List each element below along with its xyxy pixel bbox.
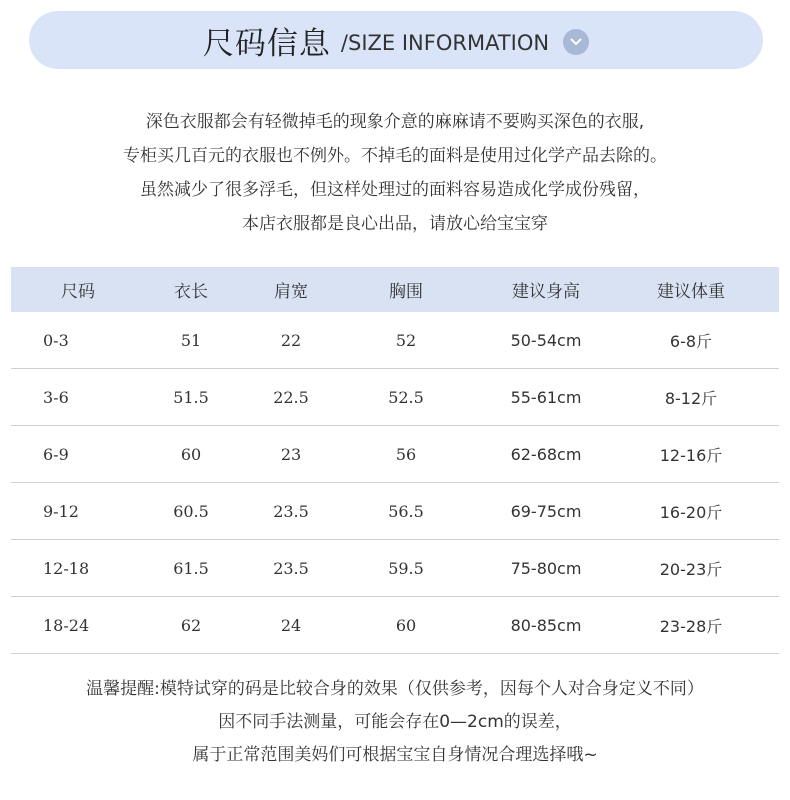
cell-chest: 59.5 xyxy=(388,558,424,578)
table-row xyxy=(11,540,779,597)
table-row xyxy=(11,483,779,540)
cell-height: 50-54cm xyxy=(510,330,582,350)
intro-line: 本店衣服都是良心出品，请放心给宝宝穿 xyxy=(242,214,548,234)
cell-length: 51.5 xyxy=(173,387,209,407)
cell-size: 12-18 xyxy=(43,558,90,578)
size-table xyxy=(11,267,779,654)
cell-shoulder: 22.5 xyxy=(273,387,309,407)
cell-weight: 8-12斤 xyxy=(664,388,718,408)
cell-height: 55-61cm xyxy=(510,387,582,407)
cell-length: 51 xyxy=(180,330,202,350)
footer-line: 因不同手法测量，可能会存在0—2cm的误差， xyxy=(218,712,572,732)
cell-size: 6-9 xyxy=(43,444,69,464)
footer-line: 温馨提醒:模特试穿的码是比较合身的效果（仅供参考，因每个人对合身定义不同） xyxy=(86,679,704,699)
title-banner xyxy=(29,11,763,69)
chevron-down-icon xyxy=(563,29,589,55)
footer-note xyxy=(0,673,790,772)
header-length: 衣长 xyxy=(174,282,208,302)
header-shoulder: 肩宽 xyxy=(274,282,308,302)
cell-length: 60 xyxy=(180,444,202,464)
table-row xyxy=(11,426,779,483)
cell-shoulder: 22 xyxy=(280,330,302,350)
cell-size: 9-12 xyxy=(43,501,79,521)
cell-height: 62-68cm xyxy=(510,444,582,464)
cell-height: 75-80cm xyxy=(510,558,582,578)
cell-shoulder: 24 xyxy=(280,615,302,635)
cell-weight: 16-20斤 xyxy=(659,502,723,522)
cell-length: 62 xyxy=(180,615,202,635)
table-row xyxy=(11,369,779,426)
cell-chest: 56 xyxy=(395,444,417,464)
cell-height: 69-75cm xyxy=(510,501,582,521)
page-title: 尺码信息 xyxy=(202,25,331,62)
table-header xyxy=(11,267,779,312)
cell-length: 61.5 xyxy=(173,558,209,578)
header-chest: 胸围 xyxy=(389,282,423,302)
table-row xyxy=(11,597,779,654)
header-weight: 建议体重 xyxy=(657,282,725,302)
cell-chest: 52.5 xyxy=(388,387,424,407)
cell-shoulder: 23.5 xyxy=(273,558,309,578)
cell-chest: 52 xyxy=(395,330,417,350)
cell-size: 18-24 xyxy=(43,615,90,635)
cell-weight: 23-28斤 xyxy=(659,616,723,636)
intro-text xyxy=(0,105,790,241)
cell-chest: 56.5 xyxy=(388,501,424,521)
cell-weight: 6-8斤 xyxy=(669,331,713,351)
cell-chest: 60 xyxy=(395,615,417,635)
header-size: 尺码 xyxy=(61,282,95,302)
table-row xyxy=(11,312,779,369)
footer-line: 属于正常范围美妈们可根据宝宝自身情况合理选择哦~ xyxy=(192,745,598,765)
cell-size: 0-3 xyxy=(43,330,69,350)
intro-line: 专柜买几百元的衣服也不例外。不掉毛的面料是使用过化学产品去除的。 xyxy=(123,146,667,166)
cell-size: 3-6 xyxy=(43,387,69,407)
cell-shoulder: 23 xyxy=(280,444,302,464)
page-subtitle: /SIZE INFORMATION xyxy=(340,31,550,55)
cell-shoulder: 23.5 xyxy=(273,501,309,521)
intro-line: 深色衣服都会有轻微掉毛的现象介意的麻麻请不要购买深色的衣服, xyxy=(145,112,645,132)
header-height: 建议身高 xyxy=(512,282,580,302)
intro-line: 虽然减少了很多浮毛，但这样处理过的面料容易造成化学成份残留， xyxy=(140,180,650,200)
cell-weight: 20-23斤 xyxy=(659,559,723,579)
cell-length: 60.5 xyxy=(173,501,209,521)
cell-height: 80-85cm xyxy=(510,615,582,635)
cell-weight: 12-16斤 xyxy=(659,445,723,465)
